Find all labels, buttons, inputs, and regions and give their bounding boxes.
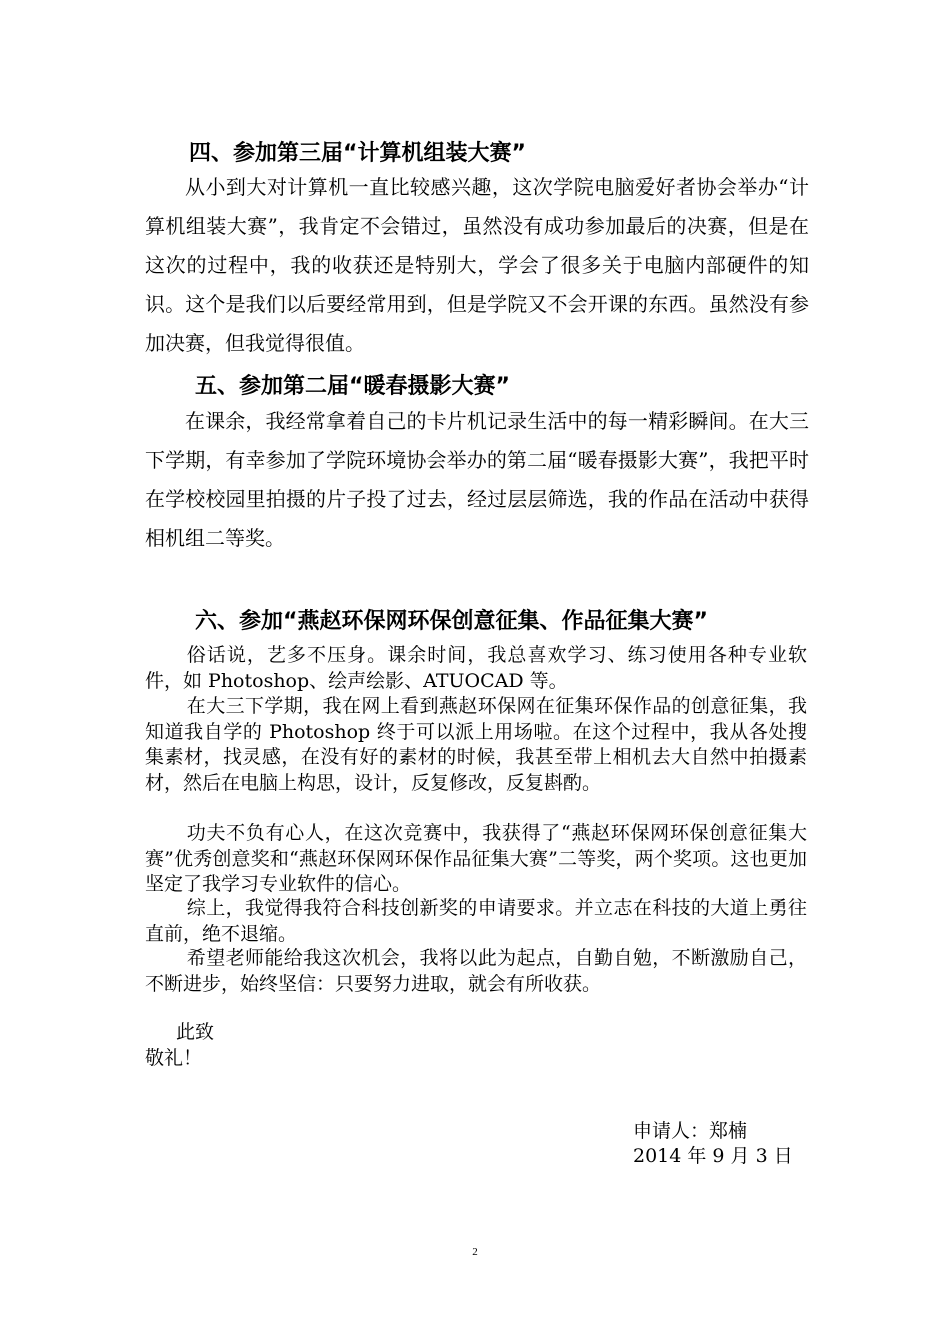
section-6-paragraph-4: 综上，我觉得我符合科技创新奖的申请要求。并立志在科技的大道上勇往直前，绝不退缩。	[145, 897, 807, 945]
application-date: 2014 年 9 月 3 日	[633, 1145, 793, 1167]
section-6-paragraph-5: 希望老师能给我这次机会，我将以此为起点，自勤自勉，不断激励自己，不断进步，始终坚信：只要努力进取，就会有所收获。	[145, 947, 807, 995]
section-6-paragraph-3: 功夫不负有心人，在这次竞赛中，我获得了“燕赵环保网环保创意征集大赛”优秀创意奖和“燕赵环保网环保作品征集大赛”二等奖，两个奖项。这也更加坚定了我学习专业软件的信心。	[145, 822, 807, 896]
applicant-name: 申请人：郑楠	[633, 1120, 748, 1142]
section-4-paragraph: 从小到大对计算机一直比较感兴趣，这次学院电脑爱好者协会举办“计算机组装大赛”，我肯定不会错过，虽然没有成功参加最后的决赛，但是在这次的过程中，我的收获还是特别大，学会了很多关于电脑内部硬件的知识。这个是我们以后要经常用到，但是学院又不会开课的东西。虽然没有参加决赛，但我觉得很值。	[145, 175, 809, 355]
section-5-paragraph: 在课余，我经常拿着自己的卡片机记录生活中的每一精彩瞬间。在大三下学期，有幸参加了学院环境协会举办的第二届“暖春摄影大赛”，我把平时在学校校园里拍摄的片子投了过去，经过层层筛选，我的作品在活动中获得相机组二等奖。	[145, 409, 809, 550]
section-4-heading: 四、参加第三届“计算机组装大赛”	[189, 141, 526, 166]
section-6-paragraph-2: 在大三下学期，我在网上看到燕赵环保网在征集环保作品的创意征集，我知道我自学的 Photoshop 终于可以派上用场啦。在这个过程中，我从各处搜集素材，找灵感，在没有好的素材的时候，我甚至带上相机去大自然中拍摄素材，然后在电脑上构思，设计，反复修改，反复斟酌。	[145, 695, 807, 794]
section-6-heading: 六、参加“燕赵环保网环保创意征集、作品征集大赛”	[195, 609, 708, 634]
closing-respect: 敬礼！	[145, 1047, 203, 1069]
closing-salutation: 此致	[176, 1021, 215, 1043]
section-6-paragraph-1: 俗话说，艺多不压身。课余时间，我总喜欢学习、练习使用各种专业软件，如 Photoshop、绘声绘影、ATUOCAD 等。	[145, 644, 807, 692]
page-number: 2	[472, 1246, 478, 1258]
section-5-heading: 五、参加第二届“暖春摄影大赛”	[195, 374, 510, 399]
